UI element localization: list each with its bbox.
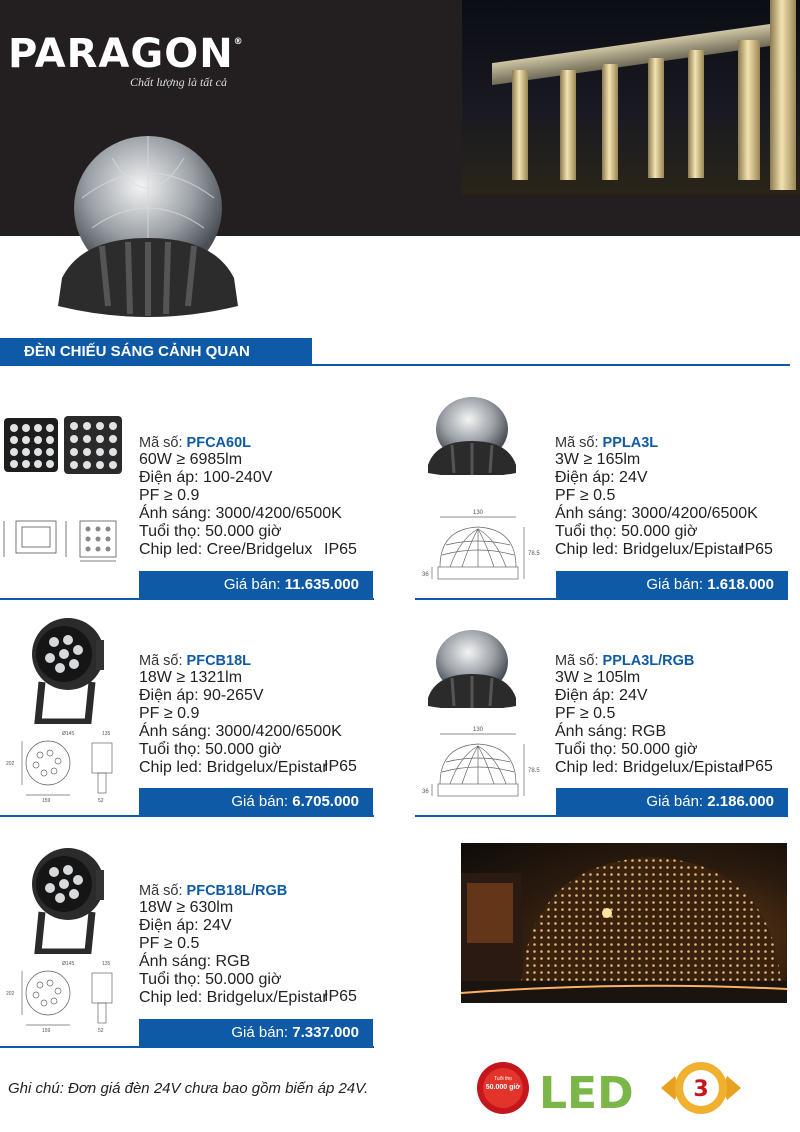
spec-line: Tuổi thọ: 50.000 giờ xyxy=(139,741,282,758)
section-title: ĐÈN CHIẾU SÁNG CẢNH QUAN xyxy=(0,338,312,366)
lifetime-badge-icon xyxy=(477,1062,529,1114)
spotlight-dimension-drawing xyxy=(4,955,132,1033)
spec-line: Điện áp: 24V xyxy=(555,469,648,486)
ip-rating: IP65 xyxy=(740,541,773,558)
dim-label: 135 xyxy=(102,731,111,737)
dim-label: 52 xyxy=(98,798,104,803)
spec-line: Điện áp: 100-240V xyxy=(139,469,273,486)
dim-label: 202 xyxy=(6,761,15,767)
dim-label: 159 xyxy=(42,798,51,803)
product-code: Mã số: PPLA3L xyxy=(555,435,659,451)
dim-label: 135 xyxy=(102,961,111,967)
spec-line: Chip led: Cree/Bridgelux xyxy=(139,541,313,558)
product-code: Mã số: PPLA3L/RGB xyxy=(555,653,695,669)
spotlight-image xyxy=(18,612,108,724)
dim-label: 52 xyxy=(98,1028,104,1033)
ip-rating: IP65 xyxy=(324,541,357,558)
spec-line: Điện áp: 24V xyxy=(139,917,232,934)
ip-rating: IP65 xyxy=(324,758,357,775)
spec-line: PF ≥ 0.9 xyxy=(139,705,200,722)
spec-line: 18W ≥ 1321lm xyxy=(139,669,243,686)
spec-line: Chip led: Bridgelux/Epistar xyxy=(555,759,744,776)
floodlight-square-image xyxy=(2,412,130,478)
spec-line: Ánh sáng: 3000/4200/6500K xyxy=(139,723,342,740)
dome-lamp-image xyxy=(424,395,520,475)
price-note: Ghi chú: Đơn giá đèn 24V chưa bao gồm biến áp 24V. xyxy=(8,1080,369,1097)
price-bar: Giá bán: 7.337.000 xyxy=(139,1019,373,1048)
price-bar: Giá bán: 1.618.000 xyxy=(556,571,788,600)
product-code: Mã số: PFCA60L xyxy=(139,435,252,451)
spec-line: Chip led: Bridgelux/Epistar xyxy=(139,989,328,1006)
spec-line: 60W ≥ 6985lm xyxy=(139,451,243,468)
spec-line: Chip led: Bridgelux/Epistar xyxy=(139,759,328,776)
section-divider xyxy=(0,364,790,366)
ip-rating: IP65 xyxy=(740,758,773,775)
price-bar: Giá bán: 11.635.000 xyxy=(139,571,373,600)
lifetime-value: 50.000 giờ xyxy=(485,1084,521,1091)
brand-tagline: Chất lượng là tất cả xyxy=(130,75,227,89)
dim-label: 36 xyxy=(422,789,429,795)
spec-line: Tuổi thọ: 50.000 giờ xyxy=(139,523,282,540)
spec-line: PF ≥ 0.5 xyxy=(555,705,616,722)
certification-badges xyxy=(475,1058,795,1118)
spec-line: Ánh sáng: 3000/4200/6500K xyxy=(139,505,342,522)
dim-label: 78.5 xyxy=(528,551,540,557)
ip-rating: IP65 xyxy=(324,988,357,1005)
illuminated-dome-photo xyxy=(461,843,787,1003)
spec-line: Ánh sáng: 3000/4200/6500K xyxy=(555,505,758,522)
spec-line: Ánh sáng: RGB xyxy=(555,723,667,740)
spec-line: 18W ≥ 630lm xyxy=(139,899,234,916)
dim-label: Ø145 xyxy=(62,731,75,737)
dim-label: 36 xyxy=(422,572,429,578)
spec-line: Tuổi thọ: 50.000 giờ xyxy=(139,971,282,988)
spec-line: Tuổi thọ: 50.000 giờ xyxy=(555,741,698,758)
dim-label: 130 xyxy=(472,727,484,733)
led-logo: LED xyxy=(539,1068,634,1118)
spec-line: Điện áp: 24V xyxy=(555,687,648,704)
brand-logo: PARAGON® xyxy=(8,31,244,77)
spec-line: 3W ≥ 105lm xyxy=(555,669,641,686)
dim-label: 159 xyxy=(42,1028,51,1033)
colonnade-photo xyxy=(462,0,800,195)
spec-line: Chip led: Bridgelux/Epistar xyxy=(555,541,744,558)
spec-line: 3W ≥ 165lm xyxy=(555,451,641,468)
spec-line: PF ≥ 0.9 xyxy=(139,487,200,504)
spotlight-dimension-drawing xyxy=(4,725,132,803)
warranty-years: 3 xyxy=(693,1077,709,1102)
dim-label: 130 xyxy=(472,510,484,516)
product-code: Mã số: PFCB18L/RGB xyxy=(139,883,288,899)
warranty-badge-icon xyxy=(661,1062,741,1114)
dim-label: Ø145 xyxy=(62,961,75,967)
spec-line: PF ≥ 0.5 xyxy=(555,487,616,504)
dim-label: 78.5 xyxy=(528,768,540,774)
dome-dimension-drawing xyxy=(420,722,540,802)
spec-line: Tuổi thọ: 50.000 giờ xyxy=(555,523,698,540)
product-code: Mã số: PFCB18L xyxy=(139,653,252,669)
dome-dimension-drawing xyxy=(420,505,540,585)
floodlight-dimension-drawing xyxy=(2,515,130,565)
dim-label: 202 xyxy=(6,991,15,997)
dome-lamp-image xyxy=(424,628,520,708)
lifetime-label: Tuổi thọ xyxy=(494,1076,512,1082)
price-bar: Giá bán: 6.705.000 xyxy=(139,788,373,817)
spec-line: PF ≥ 0.5 xyxy=(139,935,200,952)
spotlight-image xyxy=(18,842,108,954)
spec-line: Ánh sáng: RGB xyxy=(139,953,251,970)
hero-lamp-image xyxy=(52,128,244,324)
price-bar: Giá bán: 2.186.000 xyxy=(556,788,788,817)
spec-line: Điện áp: 90-265V xyxy=(139,687,264,704)
